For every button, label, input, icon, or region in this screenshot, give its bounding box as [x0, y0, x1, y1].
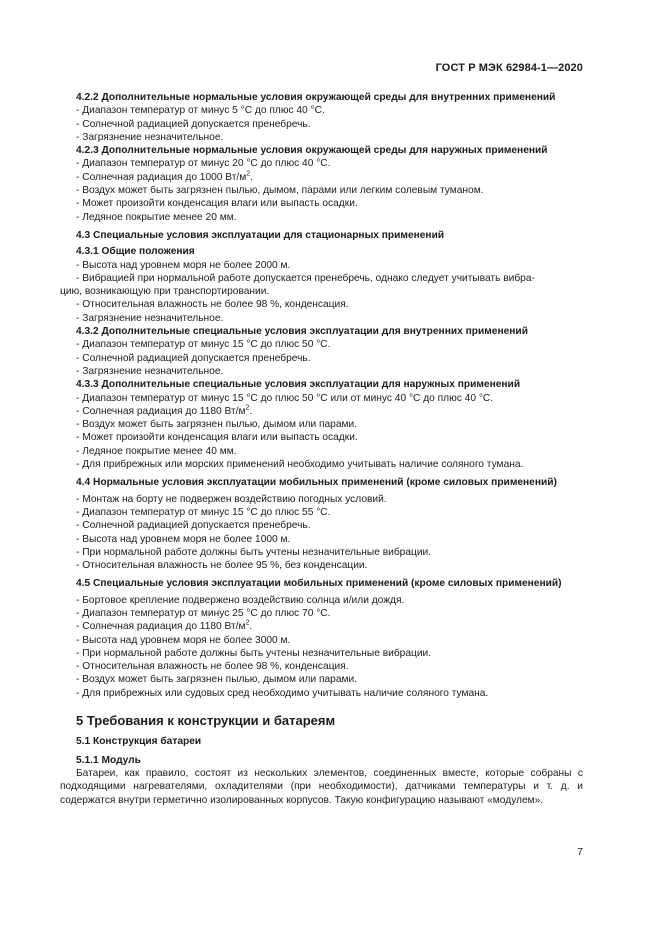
list-item: - Может произойти конденсация влаги или выпасть осадки. — [76, 432, 358, 444]
list-item: - При нормальной работе должны быть учтены незначительные вибрации. — [76, 546, 432, 558]
list-item: - Ледяное покрытие менее 40 мм. — [76, 445, 237, 457]
section-4-3-2-heading: 4.3.2 Дополнительные специальные условия эксплуатации для внутренних применений — [76, 326, 528, 338]
list-item: - Вибрацией при нормальной работе допускается пренебречь, однако следует учитывать вибра- — [76, 272, 535, 284]
list-item: - Диапазон температур от минус 15 °С до плюс 50 °С. — [76, 339, 331, 351]
body-paragraph: Батареи, как правило, состоят из нескольких элементов, соединенных вместе, которые собраны с подходящими нагревателями, охладителями (при необходимости), датчиками температуры и т. д. и содержатся внутри герметично изолированных корпусов. Такую конфигурацию называют «модулем». — [60, 767, 583, 806]
list-item-continuation: цию, возникающую при транспортировании. — [60, 286, 270, 298]
list-item: - Высота над уровнем моря не более 1000 м. — [76, 533, 291, 545]
list-item: - Диапазон температур от минус 5 °С до плюс 40 °С. — [76, 105, 325, 117]
section-4-2-3-heading: 4.2.3 Дополнительные нормальные условия окружающей среды для наружных применений — [76, 145, 548, 157]
list-item: - Диапазон температур от минус 15 °С до плюс 50 °С или от минус 40 °С до плюс 40 °С. — [76, 392, 494, 404]
list-item: - Ледяное покрытие менее 20 мм. — [76, 211, 237, 223]
page-number: 7 — [577, 846, 583, 858]
list-item: - Может произойти конденсация влаги или выпасть осадки. — [76, 198, 358, 210]
list-item: - Относительная влажность не более 98 %, конденсация. — [76, 299, 349, 311]
superscript: 2 — [246, 170, 251, 178]
list-item: - Загрязнение незначительное. — [76, 312, 224, 324]
list-item: - Загрязнение незначительное. — [76, 365, 224, 377]
period: . — [250, 171, 254, 183]
list-item: - Относительная влажность не более 95 %, без конденсации. — [76, 560, 368, 572]
list-item: - Воздух может быть загрязнен пылью, дымом, парами или легким солевым туманом. — [76, 185, 484, 197]
list-item: - Диапазон температур от минус 25 °С до плюс 70 °С. — [76, 607, 331, 619]
list-item-text: - Солнечная радиация до 1180 Вт/м — [76, 621, 246, 633]
document-id-header: ГОСТ Р МЭК 62984-1—2020 — [435, 62, 583, 74]
section-4-4-heading: 4.4 Нормальные условия эксплуатации мобильных применений (кроме силовых применений) — [76, 477, 557, 489]
list-item: - Относительная влажность не более 98 %, конденсация. — [76, 661, 349, 673]
list-item: - Солнечной радиацией допускается пренебречь. — [76, 118, 311, 130]
list-item: - Диапазон температур от минус 15 °С до плюс 55 °С. — [76, 506, 331, 518]
list-item: - Воздух может быть загрязнен пылью, дымом или парами. — [76, 674, 358, 686]
section-4-3-heading: 4.3 Специальные условия эксплуатации для стационарных применений — [76, 229, 445, 241]
list-item — [60, 405, 583, 418]
list-item — [60, 171, 583, 184]
period: . — [249, 405, 253, 417]
list-item: - Солнечной радиацией допускается пренебречь. — [76, 352, 311, 364]
section-5-1-heading: 5.1 Конструкция батареи — [76, 736, 202, 748]
section-5-heading: 5 Требования к конструкции и батареям — [76, 713, 336, 729]
section-4-5-heading: 4.5 Специальные условия эксплуатации мобильных применений (кроме силовых применений) — [76, 578, 562, 590]
section-4-3-1-heading: 4.3.1 Общие положения — [76, 246, 195, 258]
list-item — [60, 620, 583, 633]
page-content — [60, 91, 583, 807]
list-item-text: - Солнечная радиация до 1000 Вт/м — [76, 171, 247, 183]
list-item: - Загрязнение незначительное. — [76, 131, 224, 143]
list-item: - Для прибрежных или судовых сред необходимо учитывать наличие соляного тумана. — [76, 687, 489, 699]
list-item: - Воздух может быть загрязнен пылью, дымом или парами. — [76, 419, 358, 431]
superscript: 2 — [245, 404, 250, 412]
list-item: - Для прибрежных или морских применений необходимо учитывать наличие соляного тумана. — [76, 459, 524, 471]
list-item: - Высота над уровнем моря не более 3000 м. — [76, 634, 291, 646]
list-item-text: - Солнечная радиация до 1180 Вт/м — [76, 405, 246, 417]
list-item: - Солнечной радиацией допускается пренебречь. — [76, 520, 311, 532]
section-5-1-1-heading: 5.1.1 Модуль — [76, 754, 141, 766]
list-item: - Бортовое крепление подвержено воздействию солнца и/или дождя. — [76, 594, 405, 606]
list-item: - Монтаж на борту не подвержен воздействию погодных условий. — [76, 493, 387, 505]
list-item: - При нормальной работе должны быть учтены незначительные вибрации. — [76, 647, 432, 659]
section-4-3-3-heading: 4.3.3 Дополнительные специальные условия эксплуатации для наружных применений — [76, 379, 521, 391]
list-item: - Диапазон температур от минус 20 °С до плюс 40 °С. — [76, 158, 331, 170]
section-4-2-2-heading: 4.2.2 Дополнительные нормальные условия окружающей среды для внутренних применений — [76, 92, 556, 103]
list-item: - Высота над уровнем моря не более 2000 м. — [76, 259, 291, 271]
period: . — [249, 621, 253, 633]
superscript: 2 — [245, 619, 250, 627]
